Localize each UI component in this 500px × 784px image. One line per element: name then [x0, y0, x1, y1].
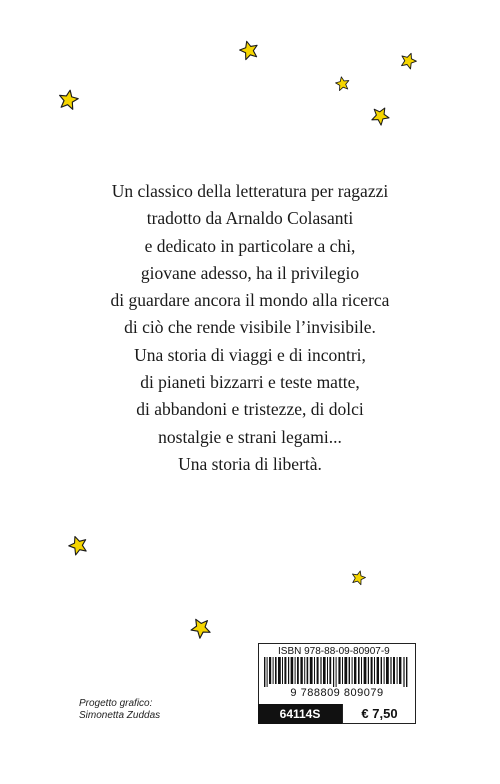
- barcode-digits: 9 788809 809079: [290, 687, 384, 699]
- star-icon: [186, 613, 215, 642]
- star-icon: [56, 87, 80, 111]
- blurb-line: di abbandoni e tristezze, di dolci: [136, 399, 364, 420]
- blurb-line: tradotto da Arnaldo Colasanti: [146, 208, 354, 229]
- blurb-line: Un classico della letteratura per ragazzi: [111, 181, 389, 201]
- isbn-number: ISBN 978-88-09-80907-9: [278, 646, 390, 657]
- star-icon: [237, 38, 261, 62]
- product-code: 64114S: [258, 704, 342, 724]
- star-icon: [349, 568, 367, 586]
- blurb-line: di pianeti bizzarri e teste matte,: [140, 372, 360, 393]
- star-icon: [334, 75, 351, 92]
- blurb-line: nostalgie e strani legami...: [158, 426, 342, 447]
- star-icon: [398, 50, 420, 72]
- blurb-line: di ciò che rende visibile l’invisibile.: [124, 317, 376, 338]
- credits-designer: Simonetta Zuddas: [79, 710, 161, 721]
- blurb-line: Una storia di viaggi e di incontri,: [134, 344, 366, 365]
- blurb-line: e dedicato in particolare a chi,: [144, 235, 356, 256]
- blurb-line: di guardare ancora il mondo alla ricerca: [110, 290, 390, 311]
- blurb-line: Una storia di libertà.: [178, 453, 322, 474]
- price-label: € 7,50: [342, 704, 416, 724]
- barcode-bars: [262, 657, 412, 687]
- blurb-text: [60, 178, 440, 478]
- blurb-line: giovane adesso, ha il privilegio: [140, 262, 360, 283]
- design-credits: [79, 698, 160, 722]
- star-icon: [65, 532, 91, 558]
- star-icon: [368, 103, 394, 129]
- credits-label: Progetto grafico:: [79, 698, 153, 709]
